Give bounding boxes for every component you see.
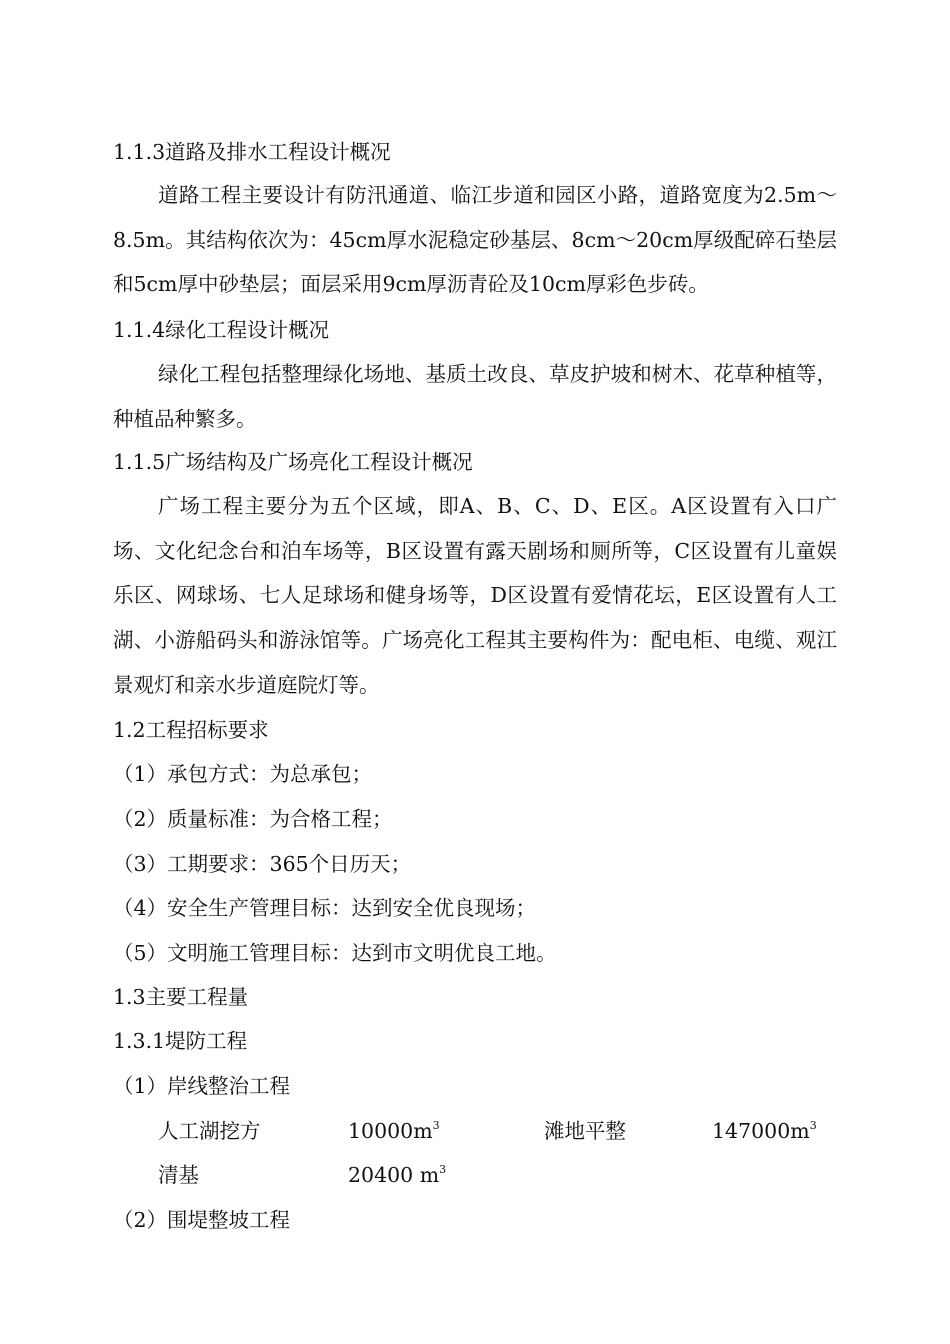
paragraph-greening: 绿化工程包括整理绿化场地、基质土改良、草皮护坡和树木、花草种植等，种植品种繁多。 <box>113 362 837 431</box>
requirement-item: （3）工期要求：365个日历天； <box>113 852 412 876</box>
quantity-name: 人工湖挖方 <box>158 1119 261 1143</box>
paragraph-plaza: 广场工程主要分为五个区域，即A、B、C、D、E区。A区设置有入口广场、文化纪念台和泊车场等，B区设置有露天剧场和厕所等，C区设置有儿童娱乐区、网球场、七人足球场和健身场等，D区设置有爱情花坛，E区设置有人工湖、小游船码头和游泳馆等。广场亮化工程其主要构件为：配电柜、电缆、观江景观灯和亲水步道庭院灯等。 <box>113 494 837 697</box>
quantity-name: 清基 <box>158 1163 199 1187</box>
heading-1-3: 1.3主要工程量 <box>113 985 249 1009</box>
requirement-item: （5）文明施工管理目标：达到市文明优良工地。 <box>113 941 557 965</box>
paragraph-road-drainage: 道路工程主要设计有防汛通道、临江步道和园区小路，道路宽度为2.5m～8.5m。其结构依次为：45cm厚水泥稳定砂基层、8cm～20cm厚级配碎石垫层和5cm厚中砂垫层；面层采用9cm厚沥青砼及10cm厚彩色步砖。 <box>113 183 837 297</box>
requirement-item: （1）承包方式：为总承包； <box>113 762 373 786</box>
quantity-value: 20400 $m^3$ <box>348 1163 447 1187</box>
requirement-item: （4）安全生产管理目标：达到安全优良现场； <box>113 896 537 920</box>
heading-1-2: 1.2工程招标要求 <box>113 718 269 742</box>
requirement-item: （2）质量标准：为合格工程； <box>113 807 393 831</box>
subheading-levee: （2）围堤整坡工程 <box>113 1208 291 1232</box>
heading-1-1-5: 1.1.5广场结构及广场亮化工程设计概况 <box>113 450 473 474</box>
subheading-shoreline: （1）岸线整治工程 <box>113 1074 291 1098</box>
heading-1-3-1: 1.3.1堤防工程 <box>113 1029 248 1053</box>
quantity-value: $10000m^3$ <box>348 1119 440 1143</box>
heading-1-1-3: 1.1.3道路及排水工程设计概况 <box>113 140 391 164</box>
quantity-value: $147000m^3$ <box>712 1119 817 1143</box>
quantity-name: 滩地平整 <box>544 1119 626 1143</box>
heading-1-1-4: 1.1.4绿化工程设计概况 <box>113 318 330 342</box>
